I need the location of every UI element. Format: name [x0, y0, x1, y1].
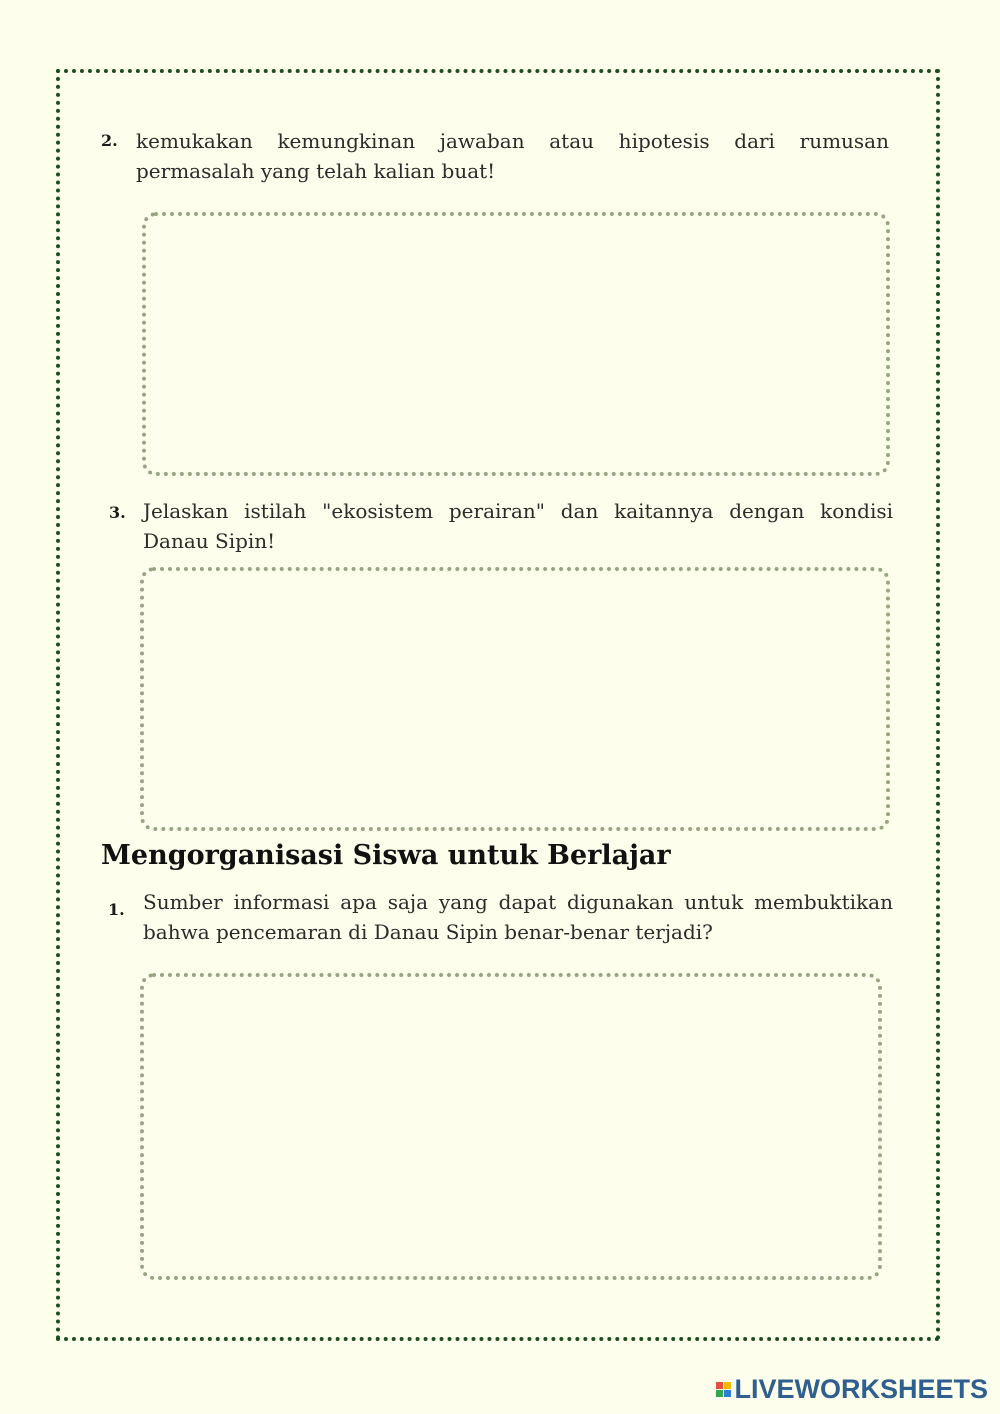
answer-box-question-2[interactable]	[142, 212, 890, 476]
section-title: Mengorganisasi Siswa untuk Berlajar	[101, 840, 671, 871]
question-text: Sumber informasi apa saja yang dapat digunakan untuk membuktikan bahwa pencemaran di Danau Sipin benar-benar terjadi?	[143, 890, 893, 944]
question-number: 1.	[108, 900, 125, 919]
answer-box-question-3[interactable]	[140, 567, 890, 831]
answer-box-section-question-1[interactable]	[140, 973, 882, 1280]
question-text: kemukakan kemungkinan jawaban atau hipotesis dari rumusan permasalah yang telah kalian buat!	[136, 129, 889, 183]
question-number: 3.	[109, 503, 126, 522]
brand-name: LIVEWORKSHEETS	[734, 1374, 988, 1404]
liveworksheets-logo[interactable]	[716, 1374, 988, 1405]
question-text: Jelaskan istilah "ekosistem perairan" dan kaitannya dengan kondisi Danau Sipin!	[143, 499, 893, 553]
liveworksheets-icon	[716, 1382, 731, 1397]
question-number: 2.	[101, 131, 118, 150]
